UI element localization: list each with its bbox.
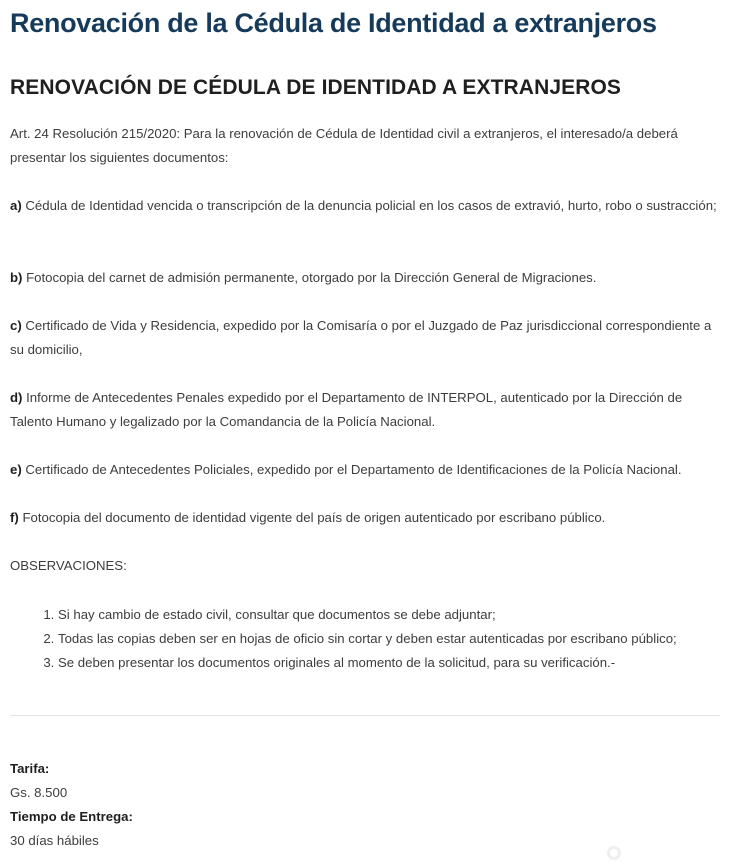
observacion-item: 3. Se deben presentar los documentos originales al momento de la solicitud, para su verificación.- (58, 651, 737, 675)
item-text: Fotocopia del documento de identidad vigente del país de origen autenticado por escribano público. (18, 510, 606, 525)
watermark-icon (607, 846, 621, 860)
item-text: Certificado de Vida y Residencia, expedido por la Comisaría o por el Juzgado de Paz jurisdiccional correspondiente a su domicilio, (10, 318, 712, 357)
item-text: Cédula de Identidad vencida o transcripción de la denuncia policial en los casos de extravió, hurto, robo o sustracción; (21, 198, 717, 213)
section-divider (10, 715, 720, 716)
item-letter: b) (10, 270, 23, 285)
tiempo-entrega-label: Tiempo de Entrega: (10, 809, 133, 824)
item-text: Informe de Antecedentes Penales expedido por el Departamento de INTERPOL, autenticado por la Dirección de Talento Humano y legalizado por la Comandancia de la Policía Nacional. (10, 390, 683, 429)
requirement-item-f (10, 506, 722, 530)
tiempo-entrega-value: 30 días hábiles (10, 833, 99, 848)
observaciones-list (10, 603, 737, 675)
page-title: Renovación de la Cédula de Identidad a extranjeros (10, 8, 657, 38)
item-letter: a) (10, 198, 22, 213)
item-text: Certificado de Antecedentes Policiales, expedido por el Departamento de Identificaciones de la Policía Nacional. (21, 462, 682, 477)
section-title: RENOVACIÓN DE CÉDULA DE IDENTIDAD A EXTRANJEROS (10, 76, 622, 99)
item-letter: c) (10, 318, 22, 333)
requirement-item-b (10, 266, 722, 290)
observacion-item: 2. Todas las copias deben ser en hojas de oficio sin cortar y deben estar autenticadas por escribano público; (58, 627, 737, 651)
requirement-item-e (10, 458, 722, 482)
tarifa-value: Gs. 8.500 (10, 785, 68, 800)
requirement-item-c (10, 314, 722, 362)
intro-paragraph: Art. 24 Resolución 215/2020: Para la renovación de Cédula de Identidad civil a extranjeros, el interesado/a deberá presentar los siguientes documentos: (10, 126, 678, 165)
observaciones-title: OBSERVACIONES: (10, 558, 127, 573)
item-letter: f) (10, 510, 19, 525)
tarifa-label: Tarifa: (10, 761, 50, 776)
requirement-item-a (10, 194, 722, 218)
item-letter: e) (10, 462, 22, 477)
item-letter: d) (10, 390, 23, 405)
item-text: Fotocopia del carnet de admisión permanente, otorgado por la Dirección General de Migraciones. (22, 270, 597, 285)
observacion-item: 1. Si hay cambio de estado civil, consultar que documentos se debe adjuntar; (58, 603, 737, 627)
requirement-item-d (10, 386, 722, 434)
